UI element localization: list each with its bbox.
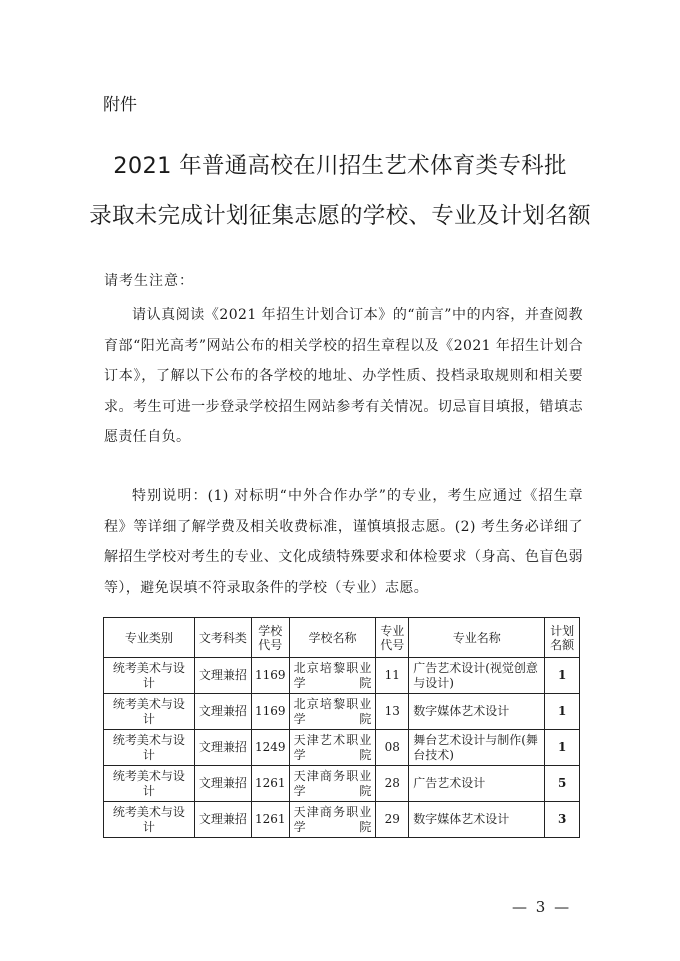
cell-school-name: 北京培黎职业学院: [289, 658, 376, 694]
enrollment-table: [103, 617, 580, 838]
cell-plan: 1: [545, 730, 580, 766]
attachment-label: 附件: [103, 95, 137, 115]
document-title-line-1: 2021 年普通高校在川招生艺术体育类专科批: [113, 153, 567, 179]
cell-category: 统考美术与设计: [104, 658, 195, 694]
table-row: [104, 766, 580, 802]
cell-major-name: 广告艺术设计(视觉创意与设计): [409, 658, 545, 694]
cell-school-code: 1249: [252, 730, 290, 766]
header-category: 专业类别: [104, 618, 195, 658]
table-row: [104, 694, 580, 730]
cell-subject: 文理兼招: [194, 694, 251, 730]
cell-category: 统考美术与设计: [104, 802, 195, 838]
header-plan: 计划名额: [545, 618, 580, 658]
cell-major-name: 数字媒体艺术设计: [409, 802, 545, 838]
cell-subject: 文理兼招: [194, 730, 251, 766]
page-number: — 3 —: [512, 898, 572, 916]
cell-school-name: 天津艺术职业学院: [289, 730, 376, 766]
cell-subject: 文理兼招: [194, 766, 251, 802]
table-row: [104, 730, 580, 766]
cell-school-name: 天津商务职业学院: [289, 766, 376, 802]
cell-subject: 文理兼招: [194, 802, 251, 838]
notice-label: 请考生注意：: [104, 273, 194, 289]
cell-school-code: 1261: [252, 766, 290, 802]
cell-school-name: 天津商务职业学院: [289, 802, 376, 838]
cell-category: 统考美术与设计: [104, 766, 195, 802]
header-school-code: 学校代号: [252, 618, 290, 658]
document-title-line-2: 录取未完成计划征集志愿的学校、专业及计划名额: [89, 203, 591, 229]
paragraph-reading-notice: 请认真阅读《2021 年招生计划合订本》的“前言”中的内容，并查阅教育部“阳光高考”网站公布的相关学校的招生章程以及《2021 年招生计划合订本》，了解以下公布的各学校的地址、办学性质、投档录取规则和相关要求。考生可进一步登录学校招生网站参考有关情况。切忌盲目填报，错填志愿责任自负。: [104, 307, 583, 446]
cell-school-code: 1169: [252, 658, 290, 694]
table-row: [104, 658, 580, 694]
header-school-name: 学校名称: [289, 618, 376, 658]
table-row: [104, 802, 580, 838]
header-major-code: 专业代号: [376, 618, 409, 658]
cell-major-name: 数字媒体艺术设计: [409, 694, 545, 730]
header-subject: 文考科类: [194, 618, 251, 658]
cell-plan: 1: [545, 658, 580, 694]
paragraph-special-note: 特别说明：(1) 对标明“中外合作办学”的专业，考生应通过《招生章程》等详细了解学费及相关收费标准，谨慎填报志愿。(2) 考生务必详细了解招生学校对考生的专业、文化成绩特殊要求和体检要求（身高、色盲色弱等），避免误填不符录取条件的学校（专业）志愿。: [104, 488, 583, 596]
cell-major-code: 29: [376, 802, 409, 838]
cell-major-name: 舞台艺术设计与制作(舞台技术): [409, 730, 545, 766]
cell-major-code: 13: [376, 694, 409, 730]
header-major-name: 专业名称: [409, 618, 545, 658]
cell-plan: 1: [545, 694, 580, 730]
cell-school-code: 1169: [252, 694, 290, 730]
cell-school-code: 1261: [252, 802, 290, 838]
cell-plan: 3: [545, 802, 580, 838]
cell-major-code: 11: [376, 658, 409, 694]
cell-plan: 5: [545, 766, 580, 802]
cell-major-name: 广告艺术设计: [409, 766, 545, 802]
cell-category: 统考美术与设计: [104, 694, 195, 730]
cell-subject: 文理兼招: [194, 658, 251, 694]
cell-major-code: 08: [376, 730, 409, 766]
cell-major-code: 28: [376, 766, 409, 802]
cell-school-name: 北京培黎职业学院: [289, 694, 376, 730]
table-header-row: [104, 618, 580, 658]
cell-category: 统考美术与设计: [104, 730, 195, 766]
